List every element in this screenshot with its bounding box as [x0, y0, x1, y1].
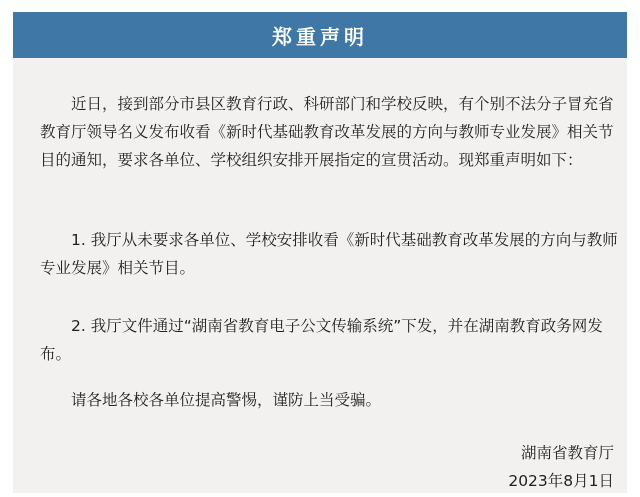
- statement-item-1: 1. 我厅从未要求各单位、学校安排收看《新时代基础教育改革发展的方向与教师专业发展》相关节目。: [40, 231, 618, 277]
- notice-header: [13, 12, 627, 58]
- statement-item-2: 2. 我厅文件通过“湖南省教育电子公文传输系统”下发，并在湖南教育政务网发布。: [40, 317, 603, 363]
- warning-paragraph: 请各地各校各单位提高警惕，谨防上当受骗。: [71, 391, 382, 409]
- signature-date: 2023年8月1日: [508, 472, 614, 490]
- signature-organization: 湖南省教育厅: [520, 444, 614, 462]
- notice-title: 郑重声明: [272, 24, 368, 49]
- notice-panel: [13, 12, 627, 493]
- intro-paragraph: 近日，接到部分市县区教育行政、科研部门和学校反映，有个别不法分子冒充省教育厅领导名义发布收看《新时代基础教育改革发展的方向与教师专业发展》相关节目的通知，要求各单位、学校组织安排开展指定的宣贯活动。现郑重声明如下：: [40, 95, 614, 169]
